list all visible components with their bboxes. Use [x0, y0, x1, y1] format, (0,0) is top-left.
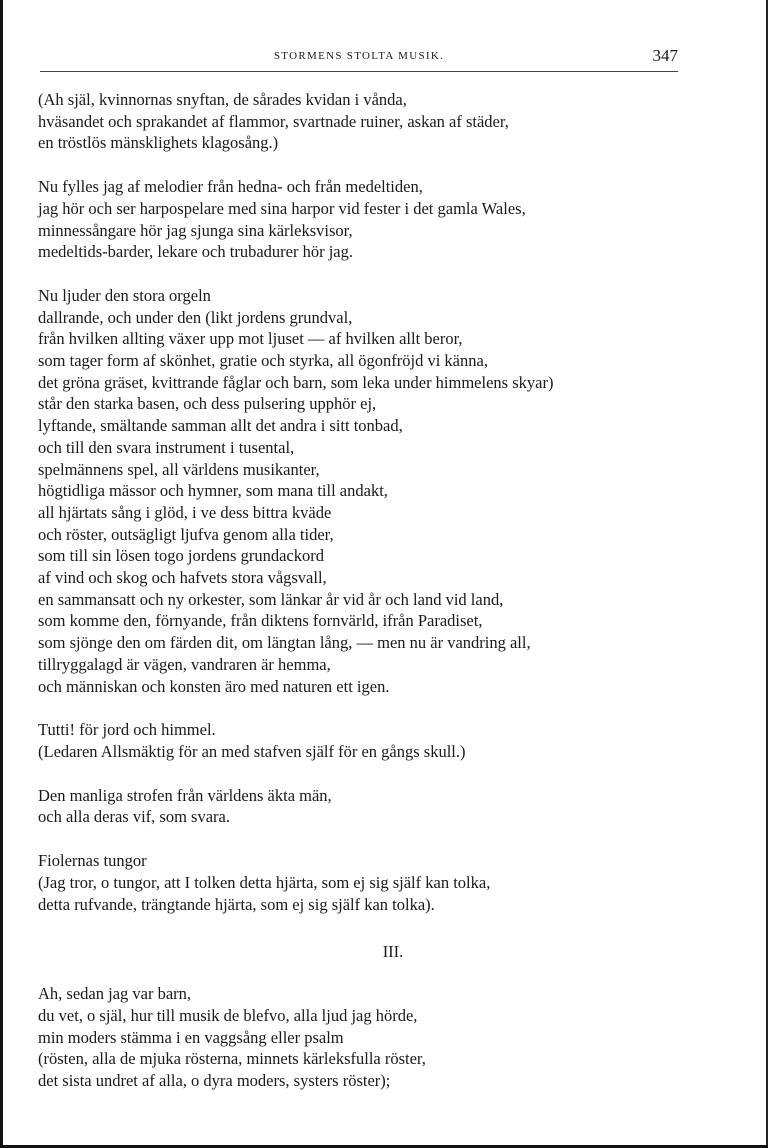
verse-line: Den manliga strofen från världens äkta män, [38, 785, 332, 805]
stanza [38, 850, 728, 915]
verse-line: och röster, outsägligt ljufva genom alla tider, [38, 524, 334, 544]
verse-line: som komme den, förnyande, från diktens fornvärld, ifrån Paradiset, [38, 611, 483, 631]
verse-line: Nu fylles jag af melodier från hedna- och från medeltiden, [38, 177, 423, 197]
stanza [38, 719, 728, 762]
verse-line: som sjönge den om färden dit, om längtan lång, — men nu är vandring all, [38, 633, 531, 653]
stanza [38, 285, 728, 697]
verse-line: Nu ljuder den stora orgeln [38, 285, 211, 305]
verse-line: och människan och konsten äro med naturen ett igen. [38, 676, 390, 696]
verse-line: det gröna gräset, kvittrande fåglar och barn, som leka under himmelens skyar) [38, 372, 554, 392]
verse-line: tillryggalagd är vägen, vandraren är hemma, [38, 654, 331, 674]
verse-line: af vind och skog och hafvets stora vågsvall, [38, 568, 327, 588]
verse-line: högtidliga mässor och hymner, som mana till andakt, [38, 481, 388, 501]
verse-line: min moders stämma i en vaggsång eller psalm [38, 1027, 344, 1047]
section-heading: III. [382, 942, 404, 962]
stanza [38, 785, 728, 828]
verse-line: det sista undret af alla, o dyra moders, systers röster); [38, 1071, 391, 1091]
verse-line: all hjärtats sång i glöd, i ve dess bittra kväde [38, 502, 332, 522]
verse-line: från hvilken allting växer upp mot ljuset — af hvilken allt beror, [38, 329, 463, 349]
verse-line: (Ah själ, kvinnornas snyftan, de sårades kvidan i vånda, [38, 90, 407, 109]
verse-line: som till sin lösen togo jordens grundackord [38, 546, 324, 566]
page-header [40, 46, 678, 76]
poem-body [38, 89, 728, 1114]
verse-line: en sammansatt och ny orkester, som länkar år vid år och land vid land, [38, 589, 504, 609]
header-rule [40, 71, 678, 72]
verse-line: och till den svara instrument i tusental, [38, 437, 295, 457]
verse-line: (Jag tror, o tungor, att I tolken detta hjärta, som ej sig själf kan tolka, [38, 872, 491, 892]
verse-line: detta rufvande, trängtande hjärta, som ej sig själf kan tolka). [38, 894, 435, 914]
verse-line: du vet, o själ, hur till musik de blefvo, alla ljud jag hörde, [38, 1005, 418, 1025]
verse-line: (Ledaren Allsmäktig för an med stafven själf för en gångs skull.) [38, 741, 466, 761]
verse-line: minnessångare hör jag sjunga sina kärleksvisor, [38, 220, 353, 240]
verse-line: dallrande, och under den (likt jordens grundval, [38, 307, 353, 327]
stanza [38, 983, 728, 1092]
verse-line: står den starka basen, och dess pulsering upphör ej, [38, 394, 377, 414]
verse-line: hväsandet och sprakandet af flammor, svartnade ruiner, askan af städer, [38, 111, 509, 131]
verse-line: en tröstlös mänsklighets klagosång.) [38, 133, 279, 153]
verse-line: (rösten, alla de mjuka rösterna, minnets kärleksfulla röster, [38, 1049, 426, 1069]
verse-line: Ah, sedan jag var barn, [38, 984, 192, 1004]
verse-line: Tutti! för jord och himmel. [38, 720, 216, 740]
stanza [38, 176, 728, 263]
stanza [38, 89, 728, 154]
verse-line: jag hör och ser harpospelare med sina harpor vid fester i det gamla Wales, [38, 198, 526, 218]
poem-part-2 [38, 983, 728, 1092]
verse-line: Fiolernas tungor [38, 851, 147, 871]
verse-line: medeltids-barder, lekare och trubadurer hör jag. [38, 242, 353, 262]
poem-part-1 [38, 89, 728, 915]
verse-line: som tager form af skönhet, gratie och styrka, all ögonfröjd vi känna, [38, 351, 488, 371]
verse-line: och alla deras vif, som svara. [38, 807, 230, 827]
verse-line: spelmännens spel, all världens musikanter, [38, 459, 320, 479]
verse-line: lyftande, smältande samman allt det andra i sitt tonbad, [38, 416, 403, 436]
page-border-left [0, 0, 3, 1148]
running-title: STORMENS STOLTA MUSIK. [273, 50, 445, 62]
page-number: 347 [652, 46, 678, 65]
